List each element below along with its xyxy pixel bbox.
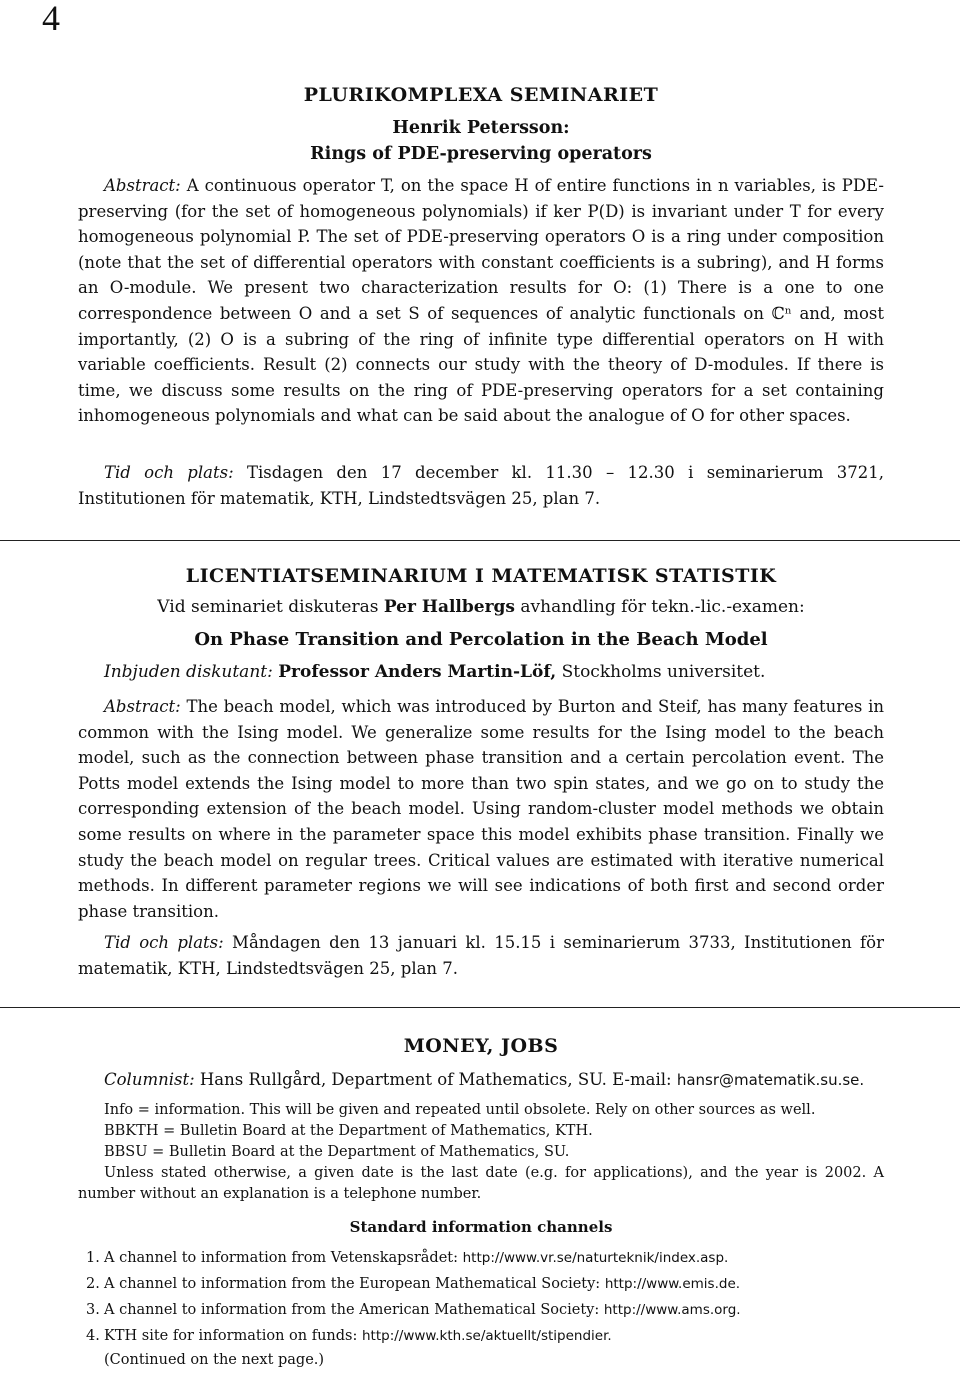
section2-discussant-affil: Stockholms universitet. [561,662,766,682]
section1-abstract [78,173,884,429]
section2-place-label: Tid och plats: [104,933,224,952]
section2-place [78,930,884,981]
section2-thesis-title: On Phase Transition and Percolation in the Beach Model [194,629,768,650]
channel-text: KTH site for information on funds: [104,1328,358,1344]
section2-discussant-name: Professor Anders Martin-Löf, [278,662,557,682]
channel-item [78,1298,884,1324]
section3-columnist-text: Hans Rullgård, Department of Mathematics, SU. E-mail: [199,1070,672,1089]
section1-place-label: Tid och plats: [104,463,234,482]
continued-note: (Continued on the next page.) [104,1352,325,1368]
note-dates: Unless stated otherwise, a given date is the last date (e.g. for applications), and the year is 2002. A number without an explanation is a telephone number. [78,1165,884,1202]
section3-notes [78,1100,884,1205]
channel-text: A channel to information from the American Mathematical Society: [104,1302,600,1318]
section2-place-text: Måndagen den 13 januari kl. 15.15 i seminarierum 3733, Institutionen för matematik, KTH, Lindstedtsvägen 25, plan 7. [78,933,884,978]
channel-number: 3. [86,1302,100,1318]
channels-list [78,1246,884,1350]
section3-columnist-label: Columnist: [104,1070,195,1089]
section2-candidate: Per Hallbergs [383,597,515,617]
channel-link[interactable]: http://www.vr.se/naturteknik/index.asp. [462,1250,729,1266]
page-number: 4 [42,0,60,38]
channel-item [78,1324,884,1350]
section3-columnist [78,1070,884,1089]
note-bbkth: BBKTH = Bulletin Board at the Department of Mathematics, KTH. [104,1123,593,1139]
channel-item [78,1272,884,1298]
channel-link[interactable]: http://www.ams.org. [603,1302,741,1318]
channel-link[interactable]: http://www.kth.se/aktuellt/stipendier. [361,1328,612,1344]
section2-abstract [78,694,884,924]
section1-heading: PLURIKOMPLEXA SEMINARIET [303,84,659,106]
section1-place [78,460,884,511]
columnist-email-link[interactable]: hansr@matematik.su.se. [676,1071,865,1089]
section2-intro [78,597,884,617]
channel-number: 2. [86,1276,100,1292]
channels-heading: Standard information channels [349,1218,613,1236]
divider-2 [0,1007,960,1008]
section1-speaker: Henrik Petersson: [392,118,570,138]
section2-discussant-label: Inbjuden diskutant: [104,662,273,682]
section1-place-text: Tisdagen den 17 december kl. 11.30 – 12.30 i seminarierum 3721, Institutionen för matematik, KTH, Lindstedtsvägen 25, plan 7. [78,463,884,508]
channel-text: A channel to information from Vetenskapsrådet: [104,1250,458,1266]
channel-item [78,1246,884,1272]
section1-abstract-label: Abstract: [104,176,181,195]
note-bbsu: BBSU = Bulletin Board at the Department of Mathematics, SU. [104,1144,570,1160]
channel-text: A channel to information from the European Mathematical Society: [104,1276,601,1292]
divider-1 [0,540,960,541]
section2-discussant [78,662,884,682]
section2-intro-before: Vid seminariet diskuteras [157,597,379,617]
section2-heading: LICENTIATSEMINARIUM I MATEMATISK STATISTIK [185,565,777,587]
channel-number: 4. [86,1328,100,1344]
section2-intro-after: avhandling för tekn.-lic.-examen: [520,597,805,617]
section2-abstract-text: The beach model, which was introduced by Burton and Steif, has many features in common with the Ising model. We generalize some results for the Ising model to the beach model, such as the connection between phase transition and a certain percolation event. The Potts model extends the Ising model to more than two spin states, and we go on to study the corresponding extension of the beach model. Using random-cluster model methods we obtain some results on where in the parameter space this model exhibits phase transition. Finally we study the beach model on regular trees. Critical values are estimated with iterative numerical methods. In different parameter regions we will see indications of both first and second order phase transition. [78,697,885,921]
section3-heading: MONEY, JOBS [403,1035,559,1057]
section1-abstract-text: A continuous operator T, on the space H of entire functions in n variables, is PDE-preserving (for the set of homogeneous polynomials) if ker P(D) is invariant under T for every homogeneous polynomial P. The set of PDE-preserving operators O is a ring under composition (note that the set of differential operators with constant coefficients is a subring), and H forms an O-module. We present two characterization results for O: (1) There is a one to one correspondence between O and a set S of sequences of analytic functionals on ℂⁿ and, most importantly, (2) O is a subring of the ring of infinite type differential operators on H with variable coefficients. Result (2) connects our study with the theory of D-modules. If there is time, we discuss some results on the ring of PDE-preserving operators for a set containing inhomogeneous polynomials and what can be said about the analogue of O for other spaces. [78,176,884,426]
channel-number: 1. [86,1250,100,1266]
section1-talk-title: Rings of PDE-preserving operators [310,144,652,164]
note-info: Info = information. This will be given and repeated until obsolete. Rely on other sources as well. [104,1102,816,1118]
section2-abstract-label: Abstract: [104,697,181,716]
channel-link[interactable]: http://www.emis.de. [604,1276,741,1292]
